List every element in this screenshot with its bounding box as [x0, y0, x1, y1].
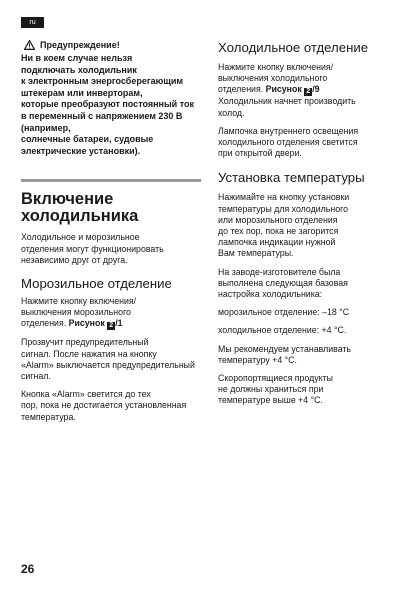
temperature-paragraph-2: На заводе-изготовителе была выполнена следующая базовая настройка холодильника: — [218, 266, 348, 300]
warning-header — [21, 40, 201, 50]
language-tab: ru — [21, 17, 44, 28]
fridge-setting: холодильное отделение: +4 °C. — [218, 325, 347, 336]
left-column — [21, 40, 201, 430]
section-divider — [21, 179, 201, 182]
page-number: 26 — [21, 562, 35, 576]
fridge-paragraph-1: Нажмите кнопку включения/ выключения холодильного отделения. Рисунок 2 /9 Холодильник начнет производить холод. — [218, 62, 356, 118]
figure-reference: Рисунок 2 /9 — [265, 84, 320, 96]
freezer-paragraph-2: Прозвучит предупредительный сигнал. После нажатия на кнопку «Alarm» выключается предупредительный сигнал. — [21, 337, 195, 381]
temperature-paragraph-1: Нажимайте на кнопку установки температуры для холодильного или морозильного отделения до тех пор, пока не загорится лампочка индикации нужной Вам температуры. — [218, 192, 350, 259]
warning-text: Ни в коем случае нельзя подключать холодильник к электронным энергосберегающим штекерам или инверторам, которые преобразуют постоянный ток в переменный с напряжением 230 В (например, солнечные батареи, судовые электрические установки). — [21, 53, 194, 156]
freezer-heading: Морозильное отделение — [21, 275, 172, 291]
intro-paragraph: Холодильное и морозильное отделения могут функционировать независимо друг от друга. — [21, 232, 164, 265]
warning-title: Предупреждение! — [40, 40, 120, 50]
freezer-paragraph-1: Нажмите кнопку включения/ выключения морозильного отделения. Рисунок 2 /1 — [21, 295, 137, 330]
figure-reference: Рисунок 2 /1 — [68, 318, 123, 330]
fridge-paragraph-2: Лампочка внутреннего освещения холодильного отделения светится при открытой двери. — [218, 125, 359, 159]
right-column — [218, 40, 398, 414]
section-heading-switch-on: Включение холодильника — [21, 190, 139, 226]
figure-number-box: 2 — [304, 88, 312, 96]
warning-icon — [24, 40, 35, 50]
freezer-setting: морозильное отделение: –18 °C — [218, 307, 350, 318]
fridge-heading: Холодильное отделение — [218, 40, 369, 55]
temperature-heading: Установка температуры — [218, 170, 365, 186]
perishables-paragraph: Скоропортящиеся продукты не должны храниться при температуре выше +4 °C. — [218, 373, 333, 406]
freezer-paragraph-3: Кнопка «Alarm» светится до тех пор, пока не достигается установленная температура. — [21, 389, 187, 422]
recommendation-paragraph: Мы рекомендуем устанавливать температуру +4 °C. — [218, 343, 352, 365]
figure-number-box: 2 — [107, 322, 115, 330]
